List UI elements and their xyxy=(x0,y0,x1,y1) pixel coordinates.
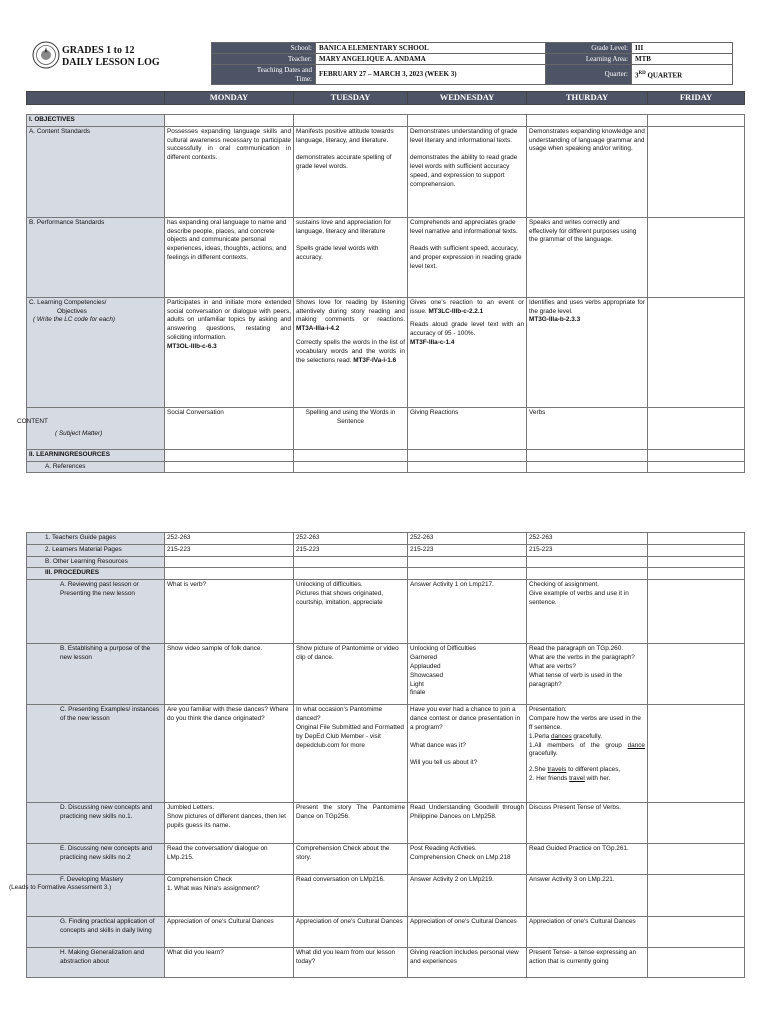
cell xyxy=(165,115,294,127)
content-wednesday: Giving Reactions xyxy=(408,407,527,449)
content-standards-friday xyxy=(648,126,745,217)
tg-friday xyxy=(648,533,745,545)
competency-text: Identifies and uses verbs appropriate for the grade level. xyxy=(529,298,645,315)
procedure-f-thursday: Answer Activity 3 on LMp.221. xyxy=(527,875,648,917)
competency-code: MT3F-IVa-i-1.6 xyxy=(353,356,397,364)
quarter-value xyxy=(632,65,733,85)
procedure-e-label: E. Discussing new concepts and practicing new skills no.2 xyxy=(27,844,165,875)
quarter-label: Quarter: xyxy=(546,65,632,85)
cell xyxy=(294,461,408,473)
competency-text: Correctly spells the words in the list of vocabulary words and the words in the selections read. xyxy=(296,339,405,364)
procedure-e-monday: Read the conversation/ dialogue on LMp.215. xyxy=(165,844,294,875)
competencies-tuesday xyxy=(294,297,408,407)
procedure-a-wednesday: Answer Activity 1 on Lmp217. xyxy=(408,580,527,644)
day-header-wednesday: WEDNESDAY xyxy=(408,92,527,105)
procedure-f-label xyxy=(9,875,165,917)
procedure-e-thursday: Read Guided Practice on TGp.261. xyxy=(527,844,648,875)
example-sentence-3 xyxy=(529,766,645,775)
learning-area-label: Learning Area: xyxy=(546,54,632,65)
procedures-heading: III. PROCEDURES xyxy=(27,568,165,580)
competencies-thursday xyxy=(527,297,648,407)
sentence-part: 1.All members of the group xyxy=(529,741,628,749)
day-header-friday: FRIDAY xyxy=(648,92,745,105)
procedure-e-tuesday: Comprehension Check about the story. xyxy=(294,844,408,875)
sentence-part: gracefully. xyxy=(529,750,558,758)
performance-friday xyxy=(648,217,745,297)
example-sentence-2 xyxy=(529,742,645,760)
cell xyxy=(527,461,648,473)
day-header-thursday: THURDAY xyxy=(527,92,648,105)
lm-thursday: 215-223 xyxy=(527,544,648,556)
procedure-b-wednesday: Unlocking of Difficulties Garnered Applauded Showcased Light finale xyxy=(408,644,527,705)
procedure-b-label: B. Establishing a purpose of the new lesson xyxy=(27,644,165,705)
competencies-friday xyxy=(648,297,745,407)
procedure-g-thursday: Appreciation of one's Cultural Dances xyxy=(527,917,648,948)
spacer xyxy=(529,759,645,766)
sentence-part: 2.She xyxy=(529,766,548,774)
cell xyxy=(527,568,648,580)
school-value: BANICA ELEMENTARY SCHOOL xyxy=(316,43,546,54)
quarter-number: 3 xyxy=(635,71,639,80)
procedure-c-thursday xyxy=(527,705,648,803)
content-label xyxy=(17,407,165,449)
grade-level-value: III xyxy=(632,43,733,54)
cell xyxy=(408,115,527,127)
cell xyxy=(165,568,294,580)
title-line-1: GRADES 1 to 12 xyxy=(62,45,135,56)
performance-monday: has expanding oral language to name and describe people, places, and concrete objects and communicate personal experiences, ideas, thoughts, actions, and feelings in different contexts. xyxy=(165,217,294,297)
procedure-f-label-line1: F. Developing Mastery xyxy=(60,876,124,884)
content-standards-label: A. Content Standards xyxy=(27,126,165,217)
procedure-a-monday: What is verb? xyxy=(165,580,294,644)
procedure-a-thursday: Checking of assignment. Give example of verbs and use it in sentence. xyxy=(527,580,648,644)
example-sentence-4 xyxy=(529,775,645,784)
competencies-label-line2: Objectives xyxy=(57,307,87,315)
procedure-a-friday xyxy=(648,580,745,644)
lm-friday xyxy=(648,544,745,556)
learning-area-value: MTB xyxy=(632,54,733,65)
procedure-h-wednesday: Giving reaction includes personal view and experiences xyxy=(408,948,527,978)
content-monday: Social Conversation xyxy=(165,407,294,449)
document-title xyxy=(62,45,160,69)
procedure-c-wednesday: Have you ever had a chance to join a dance contest or dance presentation in a program? What dance was it? Will you tell us about it? xyxy=(408,705,527,803)
competency-code: MT3OL-IIIb-c-6.3 xyxy=(167,342,217,350)
subject-matter-label: ( Subject Matter) xyxy=(55,429,103,437)
procedure-g-monday: Appreciation of one's Cultural Dances xyxy=(165,917,294,948)
tg-monday: 252-263 xyxy=(165,533,294,545)
lesson-table-page1 xyxy=(17,114,745,473)
header-info-table xyxy=(211,42,733,85)
quarter-word: QUARTER xyxy=(645,71,683,80)
cell xyxy=(165,449,294,461)
procedure-d-wednesday: Read Understanding Goodwill through Philippine Dances on LMp258. xyxy=(408,803,527,844)
competencies-wednesday xyxy=(408,297,527,407)
cell xyxy=(165,461,294,473)
cell xyxy=(648,115,745,127)
lm-tuesday: 215-223 xyxy=(294,544,408,556)
cell xyxy=(294,115,408,127)
competency-text: Shows love for reading by listening attentively during story reading and making comments or reactions. xyxy=(296,298,405,324)
teaching-dates-label-line2: Time: xyxy=(295,74,312,83)
competency-code: MT3LC-IIIb-c-2.2.1 xyxy=(428,307,484,315)
content-thursday: Verbs xyxy=(527,407,648,449)
competency-code: MT3A-IIIa-i-4.2 xyxy=(296,325,340,333)
procedure-f-label-line2: (Leads to Formative Assessment 3.) xyxy=(9,884,112,892)
performance-tuesday: sustains love and appreciation for language, literacy and literature Spells grade level words with accuracy. xyxy=(294,217,408,297)
sentence-part: gracefully. xyxy=(571,732,603,740)
content-standards-wednesday: Demonstrates understanding of grade level literary and informational texts. demonstrates the ability to read grade level words with sufficient accuracy speed, and expression to support comprehension. xyxy=(408,126,527,217)
procedure-e-wednesday: Post Reading Activities. Comprehension Check on LMp.218 xyxy=(408,844,527,875)
procedure-h-label: H. Making Generalization and abstraction about xyxy=(27,948,165,978)
procedure-f-tuesday: Read conversation on LMp216. xyxy=(294,875,408,917)
competency-text: Gives one's reaction to an event or issue. xyxy=(410,298,524,315)
cell xyxy=(294,556,408,568)
cell xyxy=(527,449,648,461)
competency-code: MT3G-IIIa-b-2.3.3 xyxy=(529,316,581,324)
competencies-label-line1: C. Learning Competencies/ xyxy=(29,298,107,306)
teaching-dates-label xyxy=(212,65,316,85)
procedure-h-tuesday: What did you learn from our lesson today? xyxy=(294,948,408,978)
competency-text: Participates in and initiate more extended social conversation or dialogue with peers, adults on unfamiliar topics by asking and answering questions, restating and soliciting information. xyxy=(167,298,291,342)
cell xyxy=(648,461,745,473)
verb-underlined: dances xyxy=(551,732,572,740)
competency-code: MT3F-IIIa-c-1.4 xyxy=(410,339,455,347)
procedure-g-wednesday: Appreciation of one's Cultural Dances xyxy=(408,917,527,948)
day-header-tuesday: TUESDAY xyxy=(294,92,408,105)
content-heading: CONTENT xyxy=(17,417,48,425)
procedure-b-monday: Show video sample of folk dance. xyxy=(165,644,294,705)
procedure-d-thursday: Discuss Present Tense of Verbs. xyxy=(527,803,648,844)
performance-standards-label: B. Performance Standards xyxy=(27,217,165,297)
day-header-blank xyxy=(27,92,165,105)
lesson-table-page2 xyxy=(9,532,745,978)
procedure-d-friday xyxy=(648,803,745,844)
procedure-d-monday: Jumbled Letters. Show pictures of different dances, then let pupils guess its name. xyxy=(165,803,294,844)
deped-seal-logo xyxy=(32,41,60,69)
procedure-f-monday: Comprehension Check 1. What was Nina's assignment? xyxy=(165,875,294,917)
performance-thursday: Speaks and writes correctly and effectively for different purposes using the grammar of the language. xyxy=(527,217,648,297)
content-tuesday: Spelling and using the Words in Sentence xyxy=(294,407,408,449)
objectives-heading: I. OBJECTIVES xyxy=(27,115,165,127)
day-header-table xyxy=(26,91,745,105)
references-label: A. References xyxy=(27,461,165,473)
cell xyxy=(527,115,648,127)
procedure-h-friday xyxy=(648,948,745,978)
content-standards-monday: Possesses expanding language skills and cultural awareness necessary to participate successfully in oral communication in different contexts. xyxy=(165,126,294,217)
verb-underlined: dance xyxy=(627,741,645,749)
competencies-monday xyxy=(165,297,294,407)
procedure-g-tuesday: Appreciation of one's Cultural Dances xyxy=(294,917,408,948)
other-resources-label: B. Other Learning Resources xyxy=(27,556,165,568)
procedure-a-tuesday: Unlocking of difficulties. Pictures that shows originated, courtship, imitation, appreciate xyxy=(294,580,408,644)
cell xyxy=(294,449,408,461)
cell xyxy=(294,568,408,580)
tg-thursday: 252-263 xyxy=(527,533,648,545)
cell xyxy=(648,449,745,461)
procedure-f-wednesday: Answer Activity 2 on LMp219. xyxy=(408,875,527,917)
learning-resources-heading: II. LEARNINGRESOURCES xyxy=(27,449,165,461)
competencies-label-line3: ( Write the LC code for each) xyxy=(33,316,116,324)
content-standards-thursday: Demonstrates expanding knowledge and understanding of language grammar and usage when speaking and/or writing. xyxy=(527,126,648,217)
procedure-e-friday xyxy=(648,844,745,875)
verb-underlined: travel xyxy=(569,775,585,783)
procedure-b-thursday: Read the paragraph on TGp.260. What are the verbs in the paragraph? What are verbs? What tense of verb is used in the paragraph? xyxy=(527,644,648,705)
procedure-f-friday xyxy=(648,875,745,917)
procedure-h-thursday: Present Tense- a tense expressing an action that is currently going xyxy=(527,948,648,978)
competencies-label xyxy=(27,297,165,407)
title-line-2: DAILY LESSON LOG xyxy=(62,57,160,68)
procedure-b-friday xyxy=(648,644,745,705)
procedure-h-monday: What did you learn? xyxy=(165,948,294,978)
procedure-c-label: C. Presenting Examples/ instances of the new lesson xyxy=(27,705,165,803)
grade-level-label: Grade Level: xyxy=(546,43,632,54)
procedure-c-monday: Are you familiar with these dances? Where do you think the dance originated? xyxy=(165,705,294,803)
sentence-part: to different places, xyxy=(566,766,621,774)
competency-text: Reads aloud grade level text with an accuracy of 95 - 100%. xyxy=(410,321,524,338)
teacher-label: Teacher: xyxy=(212,54,316,65)
procedure-g-label: G. Finding practical application of concepts and skills in daily living xyxy=(27,917,165,948)
tg-wednesday: 252-263 xyxy=(408,533,527,545)
procedure-c-friday xyxy=(648,705,745,803)
school-label: School: xyxy=(212,43,316,54)
procedure-d-tuesday: Present the story The Pantomime Dance on TGp256. xyxy=(294,803,408,844)
sentence-part: with her. xyxy=(584,775,611,783)
procedure-g-friday xyxy=(648,917,745,948)
procedure-c-tuesday: In what occasion's Pantomime danced? Original File Submitted and Formatted by DepEd Club Member - visit depedclub.com for more xyxy=(294,705,408,803)
verb-underlined: travels xyxy=(547,766,567,774)
sentence-part: 1.Perla xyxy=(529,732,552,740)
performance-wednesday: Comprehends and appreciates grade level narrative and informational texts. Reads with sufficient speed, accuracy, and proper expression in reading grade level text. xyxy=(408,217,527,297)
procedure-a-label: A. Reviewing past lesson or Presenting the new lesson xyxy=(27,580,165,644)
procedure-b-tuesday: Show picture of Pantomime or video clip of dance. xyxy=(294,644,408,705)
cell xyxy=(408,568,527,580)
example-sentence-1 xyxy=(529,733,645,742)
procedure-d-label: D. Discussing new concepts and practicing new skills no.1. xyxy=(27,803,165,844)
cell xyxy=(408,461,527,473)
quarter-suffix: RD xyxy=(638,70,646,76)
teaching-dates-label-line1: Teaching Dates and xyxy=(256,65,312,74)
cell xyxy=(408,556,527,568)
cell xyxy=(648,556,745,568)
teacher-value: MARY ANGELIQUE A. ANDAMA xyxy=(316,54,546,65)
lm-wednesday: 215-223 xyxy=(408,544,527,556)
cell xyxy=(165,556,294,568)
cell xyxy=(408,449,527,461)
learners-material-label: 2. Learners Material Pages xyxy=(27,544,165,556)
tg-tuesday: 252-263 xyxy=(294,533,408,545)
cell xyxy=(648,568,745,580)
presentation-text: Presentation: Compare how the verbs are used in the ff sentence. xyxy=(529,706,641,731)
teachers-guide-label: 1. Teachers Guide pages xyxy=(27,533,165,545)
sentence-part: 2. Her friends xyxy=(529,775,570,783)
lm-monday: 215-223 xyxy=(165,544,294,556)
day-header-monday: MONDAY xyxy=(165,92,294,105)
teaching-dates-value: FEBRUARY 27 – MARCH 3, 2023 (WEEK 3) xyxy=(316,65,546,85)
content-friday xyxy=(648,407,745,449)
content-standards-tuesday: Manifests positive attitude towards language, literacy, and literature. demonstrates accurate spelling of grade level words. xyxy=(294,126,408,217)
cell xyxy=(527,556,648,568)
